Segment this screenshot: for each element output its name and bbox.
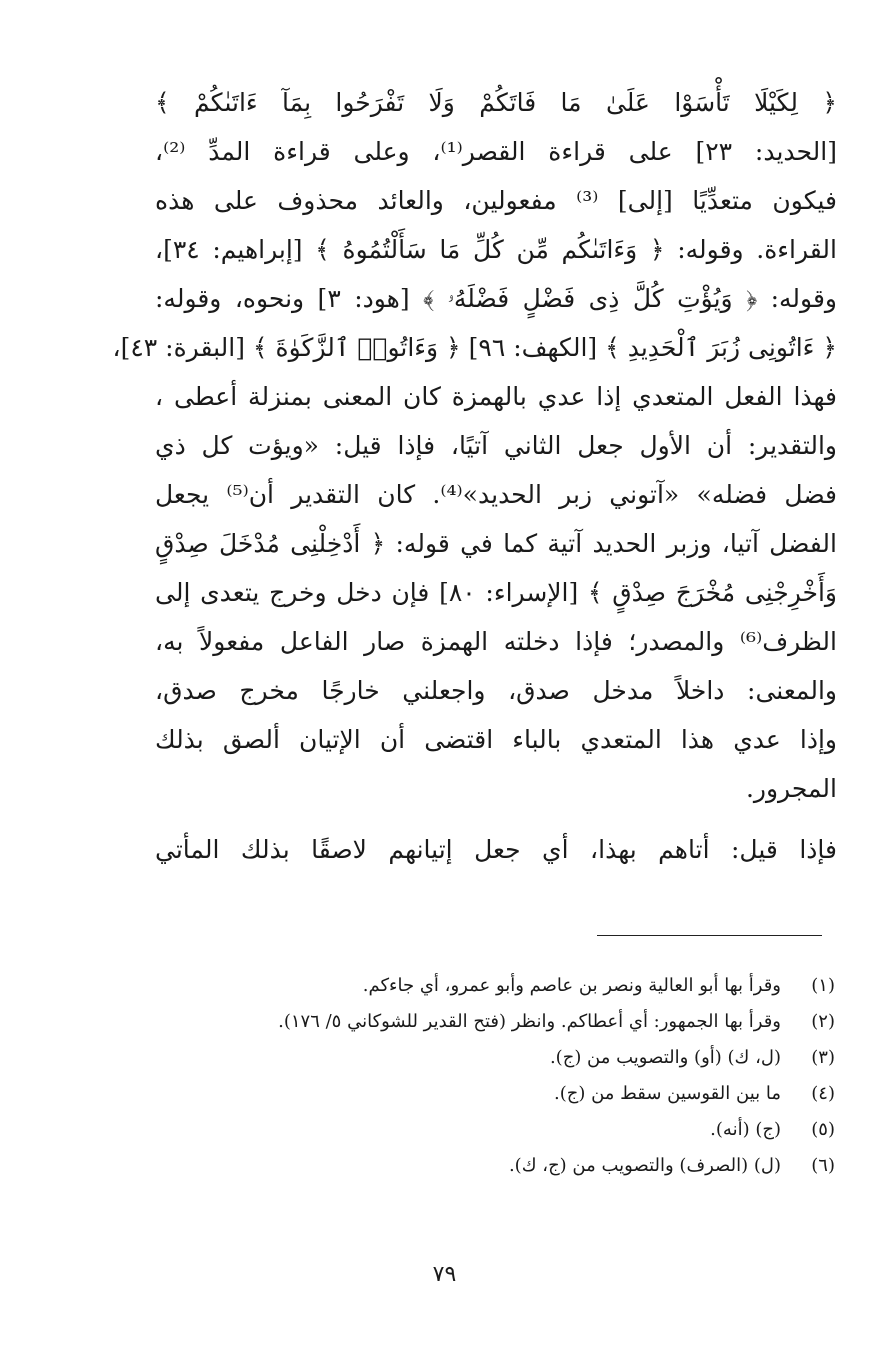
footnote-number: (٦) [811, 1155, 835, 1176]
body-line-12: الظرف⁽⁶⁾ والمصدر؛ فإذا دخلته الهمزة صار الفاعل مفعولاً به، [155, 627, 837, 656]
body-line-10: الفضل آتيا، وزبر الحديد آتية كما في قوله: ﴿ أَدْخِلْنِى مُدْخَلَ صِدْقٍ [155, 529, 837, 558]
footnote-text: (ل، ك) (أو) والتصويب من (ج). [549, 1047, 781, 1068]
body-line-7: فهذا الفعل المتعدي إذا عدي بالهمزة كان المعنى بمنزلة أعطى ، [155, 382, 837, 411]
continuation-line: فإذا قيل: أتاهم بهذا، أي جعل إتيانهم لاصقًا بذلك المأتي [155, 835, 837, 864]
main-text-block [112, 78, 838, 874]
footnote-1 [150, 968, 835, 1004]
footnote-number: (٥) [811, 1119, 835, 1140]
footnote-number: (٢) [811, 1011, 835, 1032]
page-number: ٧٩ [432, 1262, 457, 1287]
body-line-8: والتقدير: أن الأول جعل الثاني آتيًا، فإذا قيل: «ويؤت كل ذي [155, 431, 837, 460]
body-line-14: وإذا عدي هذا المتعدي بالباء اقتضى أن الإتيان ألصق بذلك [155, 725, 837, 754]
footnote-number: (١) [811, 975, 835, 996]
body-line-6: ﴿ ءَاتُونِى زُبَرَ ٱلْحَدِيدِ ﴾ [الكهف: ٩٦] ﴿ وَءَاتُوا۟ ٱلزَّكَوٰةَ ﴾ [البقرة: ٤٣]، [112, 333, 837, 362]
footnote-5 [150, 1112, 835, 1148]
footnote-number: (٤) [811, 1083, 835, 1104]
footnote-text: (ل) (الصرف) والتصويب من (ج، ك). [508, 1155, 781, 1176]
footnote-3 [150, 1040, 835, 1076]
body-line-9: فضل فضله» «آتوني زبر الحديد»⁽⁴⁾. كان التقدير أن⁽⁵⁾ يجعل [155, 480, 837, 509]
footnote-2 [150, 1004, 835, 1040]
footnotes [150, 968, 835, 1184]
body-line-13: والمعنى: داخلاً مدخل صدق، واجعلني خارجًا مخرج صدق، [155, 676, 837, 705]
footnote-text: (ج) (أنه). [710, 1119, 781, 1140]
footnote-number: (٣) [811, 1047, 835, 1068]
body-line-11: وَأَخْرِجْنِى مُخْرَجَ صِدْقٍ ﴾ [الإسراء: ٨٠] فإن دخل وخرج يتعدى إلى [155, 578, 838, 607]
footnote-6 [150, 1148, 835, 1184]
body-line-5: وقوله: ﴿ وَيُؤْتِ كُلَّ ذِى فَضْلٍ فَضْلَهُۥ ﴾ [هود: ٣] ونحوه، وقوله: [155, 284, 837, 313]
body-line-15: المجرور. [745, 774, 837, 803]
footnote-text: وقرأ بها الجمهور: أي أعطاكم. وانظر (فتح القدير للشوكاني ٥/ ١٧٦). [278, 1011, 781, 1032]
body-line-1: ﴿ لِكَيْلَا تَأْسَوْا عَلَىٰ مَا فَاتَكُمْ وَلَا تَفْرَحُوا بِمَآ ءَاتَىٰكُمْ ﴾ [155, 88, 837, 117]
body-line-4: القراءة. وقوله: ﴿ وَءَاتَىٰكُم مِّن كُلِّ مَا سَأَلْتُمُوهُ ﴾ [إبراهيم: ٣٤]، [155, 235, 837, 264]
footnote-text: ما بين القوسين سقط من (ج). [554, 1083, 781, 1104]
body-line-2: [الحديد: ٢٣] على قراءة القصر⁽¹⁾، وعلى قراءة المدِّ ⁽²⁾، [155, 137, 837, 166]
footnote-4 [150, 1076, 835, 1112]
paragraph-gap [155, 813, 837, 825]
body-line-3: فيكون متعدِّيًا [إلى] ⁽³⁾ مفعولين، والعائد محذوف على هذه [155, 186, 837, 215]
footnote-text: وقرأ بها أبو العالية ونصر بن عاصم وأبو عمرو، أي جاءكم. [362, 975, 781, 996]
footnote-separator [597, 935, 822, 936]
